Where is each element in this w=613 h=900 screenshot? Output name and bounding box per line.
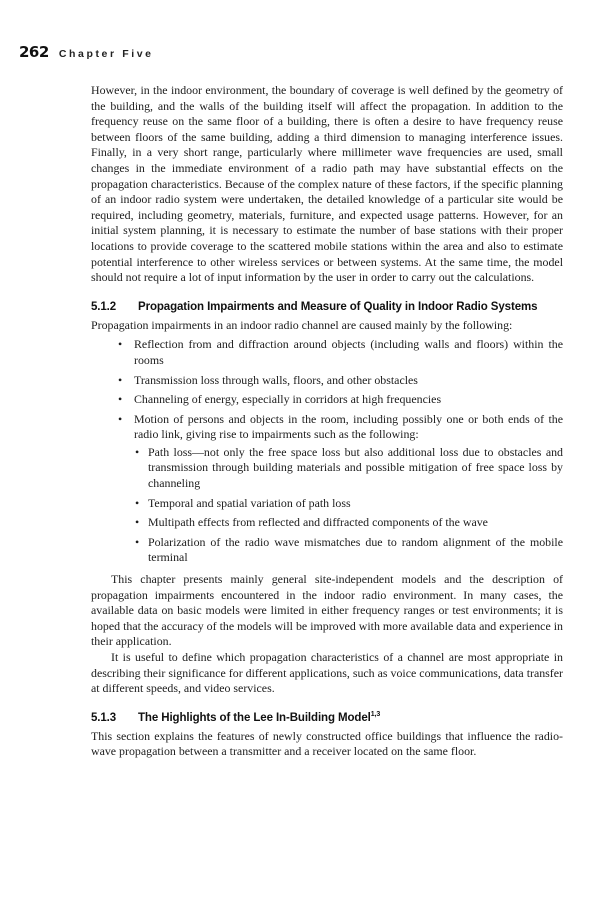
sub-list-item-text: Polarization of the radio wave mismatches due to random alignment of the mobile terminal	[148, 534, 563, 565]
list-item-text: Reflection from and diffraction around objects (including walls and floors) within the rooms	[134, 337, 563, 367]
citation-superscript[interactable]: 1,3	[370, 710, 381, 718]
section-title-text: The Highlights of the Lee In-Building Model	[138, 711, 371, 724]
body-paragraph: This section explains the features of newly constructed office buildings that influence the radio-wave propagation between a transmitter and a receiver located on the same floor.	[91, 728, 563, 759]
page-body	[91, 83, 563, 760]
bullet-icon: •	[118, 392, 123, 407]
sub-list-item	[134, 445, 563, 492]
section-number: 5.1.3	[91, 711, 117, 724]
list-item	[91, 412, 563, 566]
list-item-text: Transmission loss through walls, floors, and other obstacles	[134, 372, 418, 387]
bullet-icon: •	[135, 495, 140, 510]
sub-list-item	[134, 535, 563, 566]
list-item-text: Channeling of energy, especially in corridors at high frequencies	[134, 392, 442, 407]
bullet-icon: •	[118, 411, 123, 426]
chapter-label: Chapter Five	[58, 48, 154, 60]
intro-paragraph: However, in the indoor environment, the boundary of coverage is well defined by the geometry of the building, and the walls of the building itself will affect the propagation. In addition to the frequency reuse on the same floor of a building, there is often a desire to have frequency reuse between floors of the same building, adding a third dimension to managing interference issues. Finally, in a very short range, particularly where millimeter wave frequencies are used, small changes in the immediate environment of a radio path may have substantial effects on the propagation characteristics. Because of the complex nature of these factors, if the specific planning of an indoor radio system were undertaken, the detailed knowledge of a particular site would be required, including geometry, materials, furniture, and expected usage patterns. However, for an initial system planning, it is necessary to estimate the number of base stations with their proper locations to provide coverage to the scattered mobile stations within the area and also to estimate potential interference to other wireless services or between systems. At the same time, the model should not require a lot of input information by the user in order to carry out the calculations.	[91, 83, 563, 285]
list-item	[91, 337, 563, 368]
section-lead: Propagation impairments in an indoor radio channel are caused mainly by the following:	[91, 317, 513, 332]
bullet-icon: •	[135, 515, 140, 530]
section-heading-5-1-2	[91, 299, 563, 315]
bullet-icon: •	[135, 534, 140, 549]
section-title: Propagation Impairments and Measure of Quality in Indoor Radio Systems	[138, 300, 538, 313]
sub-list-item-text: Path loss—not only the free space loss but also additional loss due to obstacles and transmission through building materials and possible mitigation of free space loss by channeling	[148, 444, 563, 491]
impairment-list	[91, 337, 563, 566]
list-item	[91, 373, 563, 389]
sub-list-item	[134, 496, 563, 512]
bullet-icon: •	[135, 444, 140, 459]
sub-list-item	[134, 515, 563, 531]
list-item-text: Motion of persons and objects in the room, including possibly one or both ends of the radio link, giving rise to impairments such as the following:	[134, 411, 563, 442]
bullet-icon: •	[118, 337, 123, 352]
sub-list-item-text: Multipath effects from reflected and diffracted components of the wave	[148, 515, 488, 530]
section-heading-5-1-3	[91, 710, 563, 726]
running-head	[19, 43, 154, 61]
sub-list-item-text: Temporal and spatial variation of path loss	[148, 495, 351, 510]
section-title	[138, 710, 563, 726]
body-paragraph: This chapter presents mainly general site-independent models and the description of propagation impairments encountered in the indoor radio environment. In many cases, the available data on basic models were limited in either frequency ranges or test environments; it is hoped that the accuracy of the models will be improved with more available data and experience in their application.	[91, 572, 563, 649]
list-item	[91, 392, 563, 408]
bullet-icon: •	[118, 372, 123, 387]
body-paragraph: It is useful to define which propagation characteristics of a channel are most appropriate in describing their significance for different applications, such as voice communications, data transfer at different speeds, and video services.	[91, 650, 563, 696]
page-number: 262	[19, 43, 49, 61]
section-number: 5.1.2	[91, 300, 117, 313]
sub-impairment-list	[134, 445, 563, 566]
